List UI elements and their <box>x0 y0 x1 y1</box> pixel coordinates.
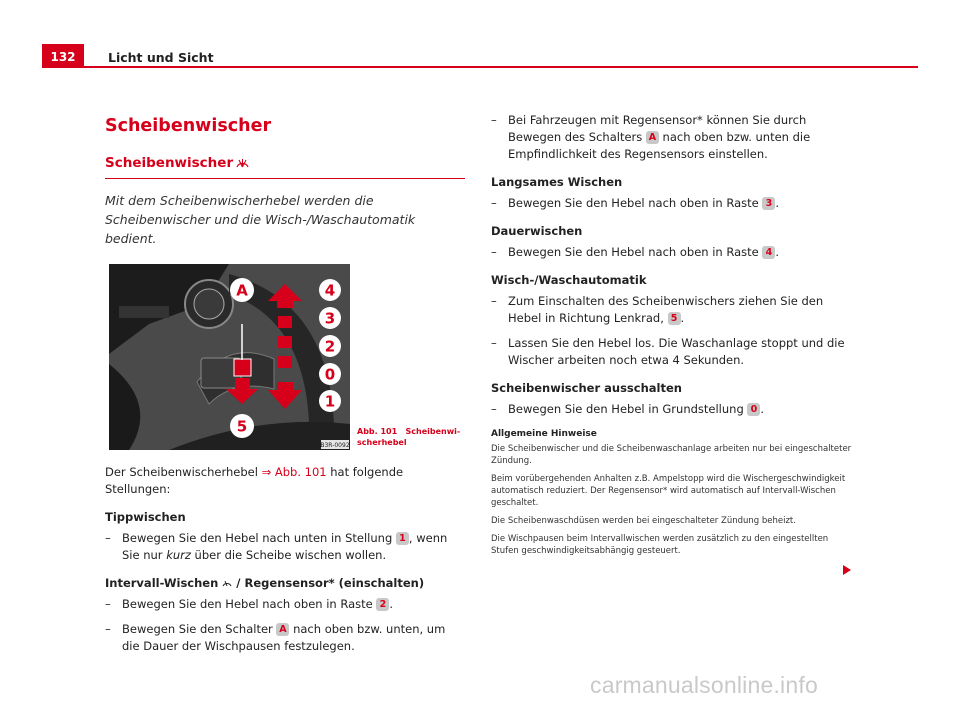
wiper-icon <box>236 156 249 174</box>
left-column <box>105 112 465 655</box>
list-item: – Zum Einschalten des Scheibenwischers ziehen Sie den Hebel in Richtung Lenkrad, 5 . <box>491 294 824 325</box>
subheading-dauer: Dauerwischen <box>491 224 583 238</box>
page-number: 132 <box>42 44 84 68</box>
figure-101 <box>105 264 465 450</box>
subheading-langsam: Langsames Wischen <box>491 175 623 189</box>
subtitle-text: Scheibenwischer <box>105 155 234 171</box>
intro-text: Mit dem Scheibenwischerhebel werden die Scheibenwischer und die Wisch-/Waschautomatik bedient. <box>105 193 416 246</box>
continue-arrow-icon <box>843 565 851 575</box>
position-badge: 1 <box>396 532 409 545</box>
position-badge: A <box>646 131 659 144</box>
note-item: Die Wischpausen beim Intervallwischen werden zusätzlich zu den eingestellten Stufen geschwindigkeitsabhängig gesteuert. <box>491 534 829 556</box>
position-badge: A <box>276 623 289 636</box>
list-item: – Bewegen Sie den Schalter A nach oben bzw. unten, um die Dauer der Wischpausen festzulegen. <box>105 622 446 653</box>
header-rule <box>84 66 918 68</box>
position-badge: 4 <box>762 246 775 259</box>
figure-code: B3R-0092 <box>320 442 350 449</box>
position-badge: 5 <box>668 312 681 325</box>
position-badge: 3 <box>762 197 775 210</box>
note-item: Die Scheibenwischer und die Scheibenwaschanlage arbeiten nur bei eingeschalteter Zündung. <box>491 444 852 466</box>
figure-marker: 2 <box>324 337 336 356</box>
page-title: Scheibenwischer <box>105 116 272 136</box>
figure-marker: 4 <box>324 281 336 300</box>
list-item: – Bewegen Sie den Hebel nach unten in Stellung 1 , wenn Sie nur kurz über die Scheibe wischen wollen. <box>105 531 448 562</box>
intervall-wiper-icon <box>222 576 232 590</box>
figure-caption-text: Scheibenwischerhebel <box>357 427 461 447</box>
position-badge: 0 <box>747 403 760 416</box>
figure-marker: 5 <box>236 417 248 436</box>
section-header: Licht und Sicht <box>108 50 214 65</box>
subheading-tippwischen: Tippwischen <box>105 510 186 524</box>
position-badge: 2 <box>376 598 389 611</box>
list-item: – Bewegen Sie den Hebel nach oben in Raste 2 . <box>105 597 394 611</box>
right-column <box>491 112 856 557</box>
subheading-intervall: Intervall-Wischen / Regensensor* (einschalten) <box>105 576 425 590</box>
figure-marker: 1 <box>324 392 336 411</box>
notes-title: Allgemeine Hinweise <box>491 429 597 439</box>
lever-intro: Der Scheibenwischerhebel ⇒ Abb. 101 hat folgende Stellungen: <box>105 465 404 496</box>
list-item: – Lassen Sie den Hebel los. Die Waschanlage stoppt und die Wischer arbeiten noch etwa 4 Sekunden. <box>491 336 845 367</box>
subheading-ausschalten: Scheibenwischer ausschalten <box>491 381 682 395</box>
figure-marker: 0 <box>324 365 336 384</box>
figure-caption-label: Abb. 101 <box>357 427 398 436</box>
watermark: carmanualsonline.info <box>590 672 818 698</box>
figure-link[interactable]: ⇒ Abb. 101 <box>261 465 327 479</box>
list-item: – Bei Fahrzeugen mit Regensensor* können Sie durch Bewegen des Schalters A nach oben bzw. unten die Empfindlichkeit des Regensensors einstellen. <box>491 113 811 161</box>
list-item: – Bewegen Sie den Hebel nach oben in Raste 3 . <box>491 196 780 210</box>
list-item: – Bewegen Sie den Hebel in Grundstellung 0 . <box>491 402 765 416</box>
wiper-lever-image <box>109 264 350 450</box>
note-item: Die Scheibenwaschdüsen werden bei eingeschalteter Zündung beheizt. <box>491 516 796 526</box>
figure-caption <box>357 426 467 448</box>
figure-marker: 3 <box>324 309 336 328</box>
subheading-automatik: Wisch-/Waschautomatik <box>491 273 647 287</box>
figure-marker: A <box>236 281 248 300</box>
section-subtitle <box>105 154 465 179</box>
note-item: Beim vorübergehenden Anhalten z.B. Ampelstopp wird die Wischergeschwindigkeit automatisch reduziert. Der Regensensor* wird automatisch auf Intervall-Wischen geschaltet. <box>491 474 846 508</box>
list-item: – Bewegen Sie den Hebel nach oben in Raste 4 . <box>491 245 780 259</box>
